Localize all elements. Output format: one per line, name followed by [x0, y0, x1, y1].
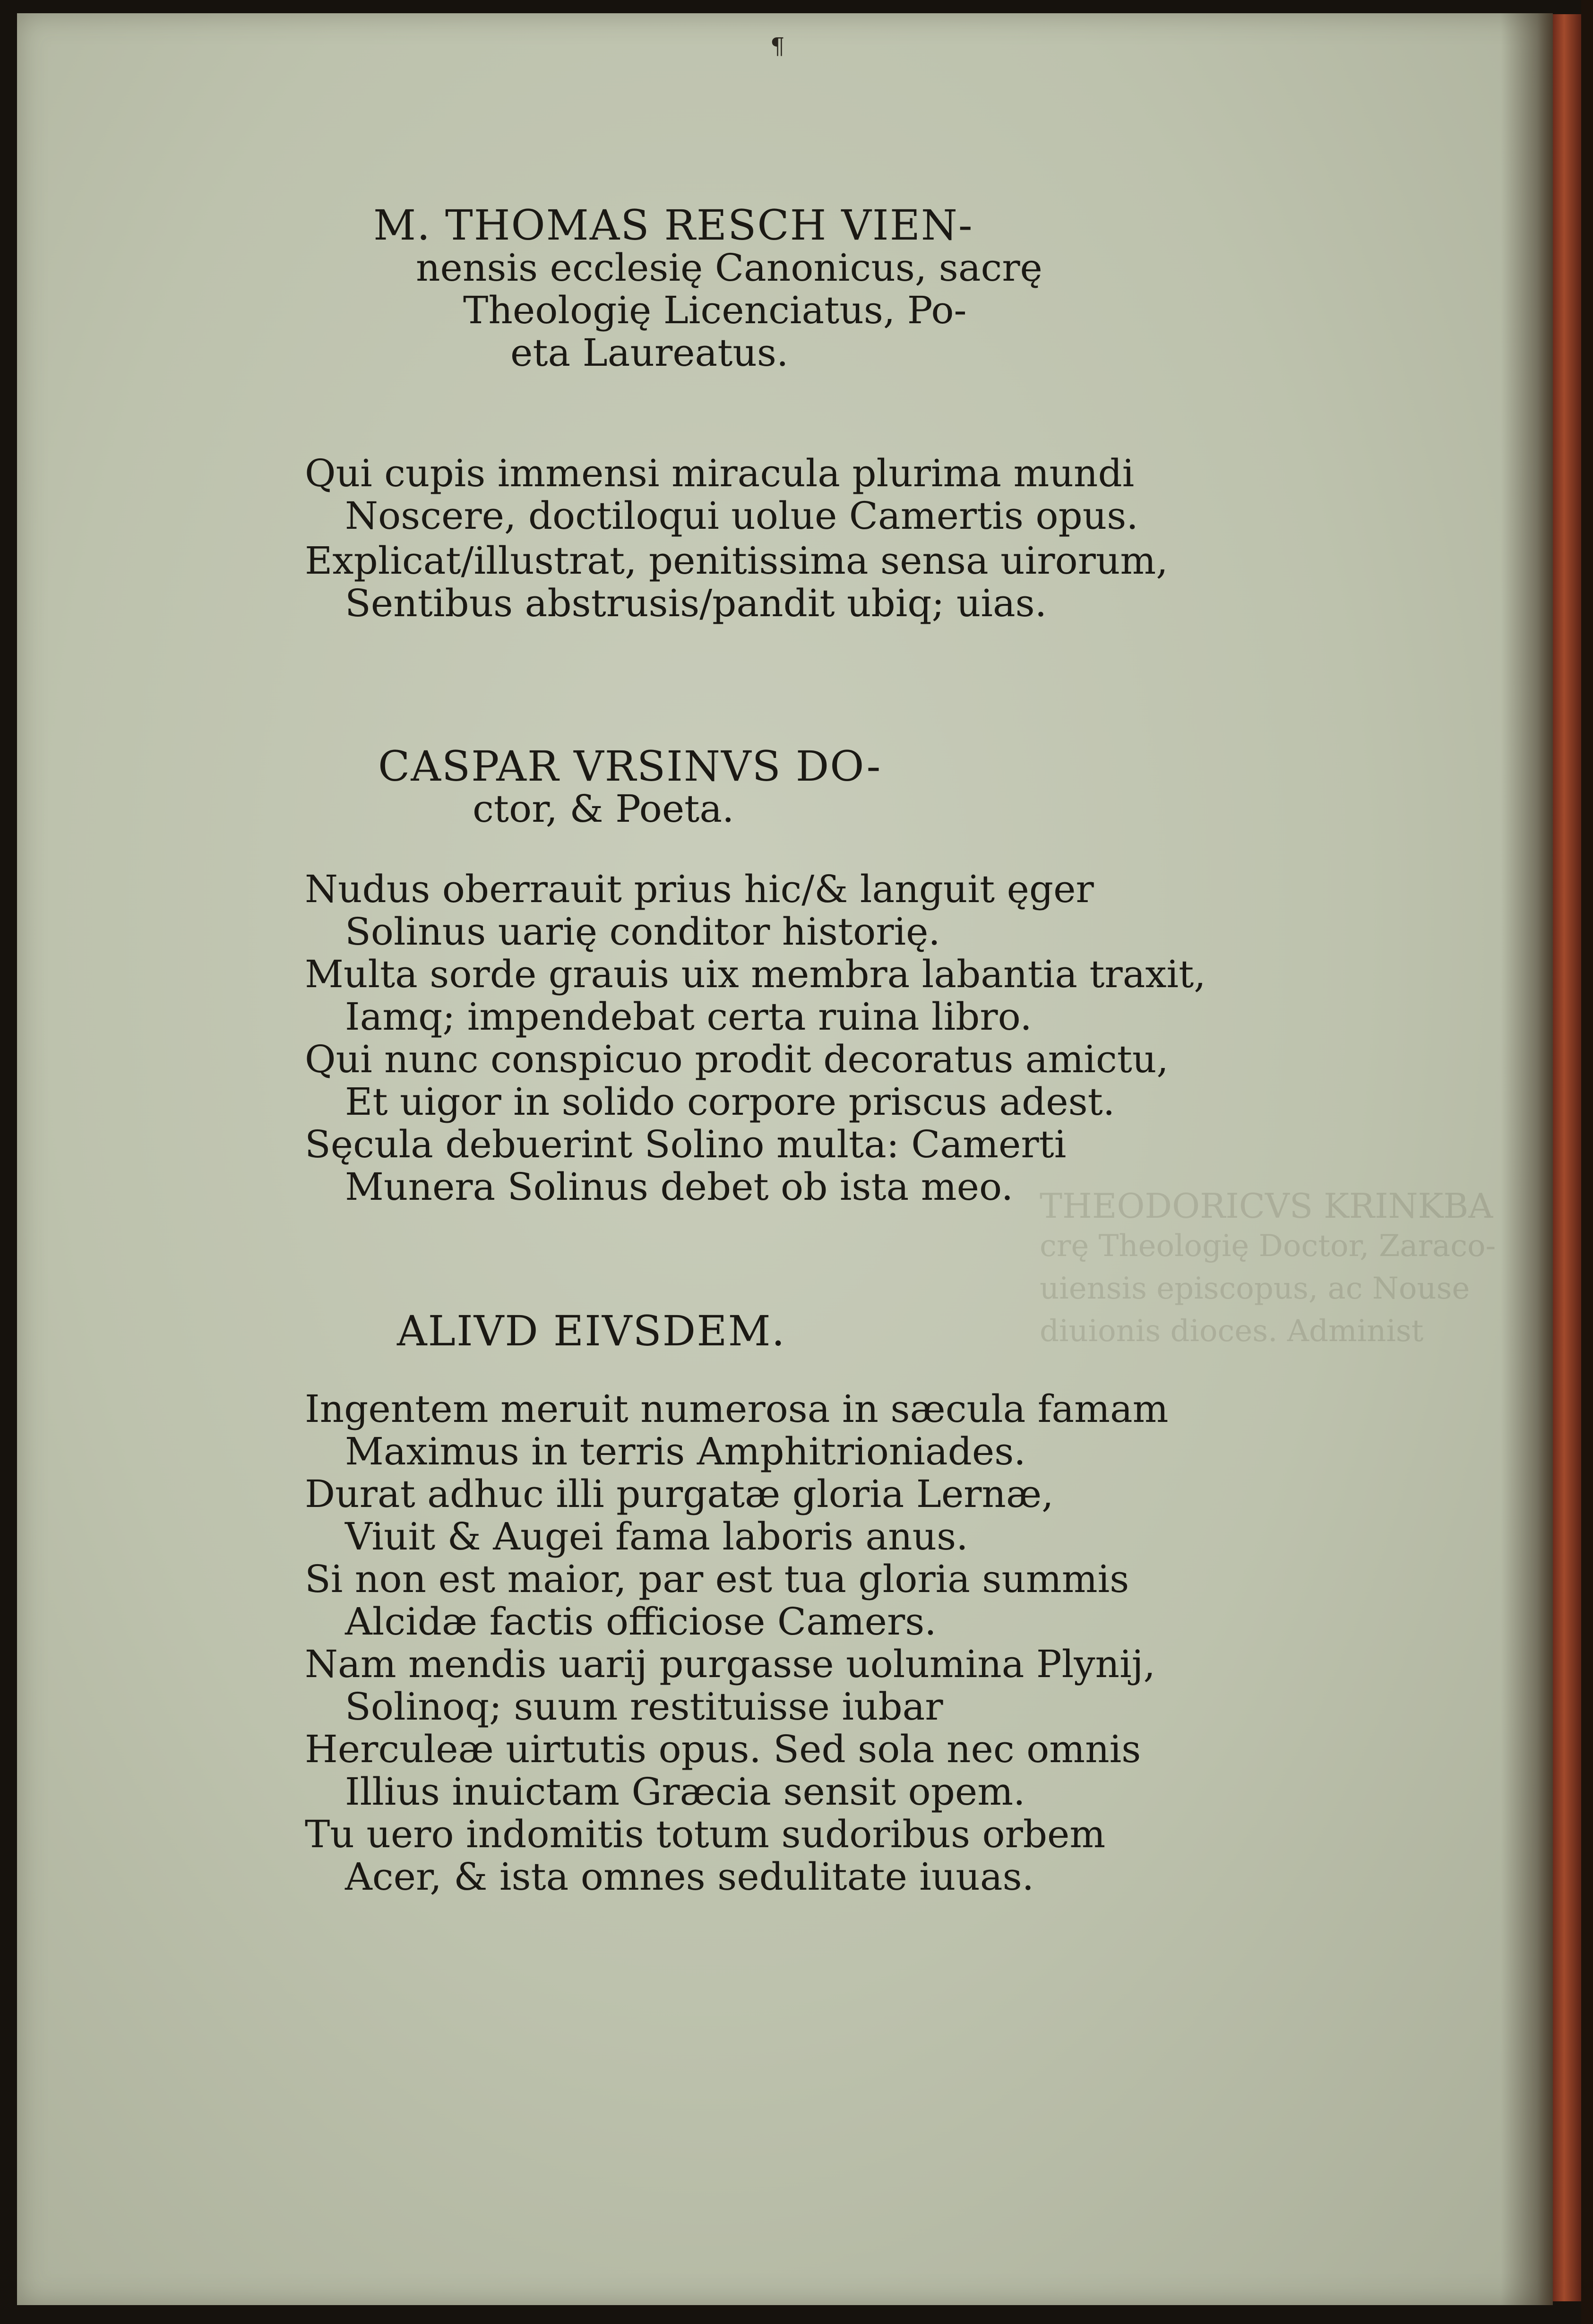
ursinus-verse-line: Qui nunc conspicuo prodit decoratus amictu,: [305, 1037, 1169, 1081]
ursinus-verse-line: Et uigor in solido corpore priscus adest.: [345, 1080, 1115, 1124]
resch-verse-line: Qui cupis immensi miracula plurima mundi: [305, 451, 1135, 495]
binding-edge-outer: [1581, 0, 1593, 2324]
ursinus-verse-line: Solinus uarię conditor historię.: [345, 910, 940, 954]
aliud-verse-line: Illius inuictam Græcia sensit opem.: [345, 1770, 1025, 1814]
aliud-verse-line: Alcidæ factis officiose Camers.: [345, 1600, 937, 1644]
resch-heading: M. THOMAS RESCH VIEN-: [373, 201, 973, 250]
aliud-verse-line: Viuit & Augei fama laboris anus.: [345, 1515, 968, 1558]
show-through-line: diuionis dioces. Administ: [1040, 1314, 1424, 1349]
folio-mark: ¶: [770, 33, 785, 60]
resch-verse-line: Sentibus abstrusis/pandit ubiq; uias.: [345, 581, 1047, 625]
ursinus-heading: CASPAR VRSINVS DO-: [378, 742, 882, 791]
aliud-verse-line: Nam mendis uarij purgasse uolumina Plynij,: [305, 1642, 1155, 1686]
aliud-verse-line: Durat adhuc illi purgatæ gloria Lernæ,: [305, 1472, 1054, 1516]
show-through-line: uiensis episcopus, ac Nouse: [1040, 1271, 1470, 1306]
resch-verse-line: Noscere, doctiloqui uolue Camertis opus.: [345, 494, 1138, 538]
ursinus-title-line: ctor, & Poeta.: [473, 787, 734, 831]
aliud-verse-line: Tu uero indomitis totum sudoribus orbem: [305, 1812, 1106, 1856]
resch-verse-line: Explicat/illustrat, penitissima sensa uirorum,: [305, 539, 1168, 583]
ursinus-verse-line: Sęcula debuerint Solino multa: Camerti: [305, 1122, 1067, 1166]
ursinus-verse-line: Iamq; impendebat certa ruina libro.: [345, 995, 1032, 1039]
ursinus-verse-line: Munera Solinus debet ob ista meo.: [345, 1165, 1014, 1209]
aliud-heading: ALIVD EIVSDEM.: [397, 1307, 786, 1355]
resch-title-line: eta Laureatus.: [510, 331, 789, 375]
spine-shadow: [1501, 13, 1553, 2305]
aliud-verse-line: Maximus in terris Amphitrioniades.: [345, 1429, 1026, 1473]
aliud-verse-line: Herculeæ uirtutis opus. Sed sola nec omnis: [305, 1727, 1141, 1771]
resch-title-line: Theologię Licenciatus, Po-: [463, 288, 967, 332]
aliud-verse-line: Acer, & ista omnes sedulitate iuuas.: [345, 1855, 1034, 1899]
show-through-line: crę Theologię Doctor, Zaraco-: [1040, 1229, 1496, 1264]
aliud-verse-line: Ingentem meruit numerosa in sæcula famam: [305, 1387, 1169, 1431]
resch-title-line: nensis ecclesię Canonicus, sacrę: [416, 246, 1042, 290]
show-through-line: THEODORICVS KRINKBA: [1040, 1186, 1493, 1226]
aliud-verse-line: Si non est maior, par est tua gloria summis: [305, 1557, 1129, 1601]
ursinus-verse-line: Nudus oberrauit prius hic/& languit ęger: [305, 867, 1094, 911]
binding-edge: [1553, 14, 1581, 2301]
ursinus-verse-line: Multa sorde grauis uix membra labantia traxit,: [305, 952, 1206, 996]
aliud-verse-line: Solinoq; suum restituisse iubar: [345, 1685, 943, 1729]
